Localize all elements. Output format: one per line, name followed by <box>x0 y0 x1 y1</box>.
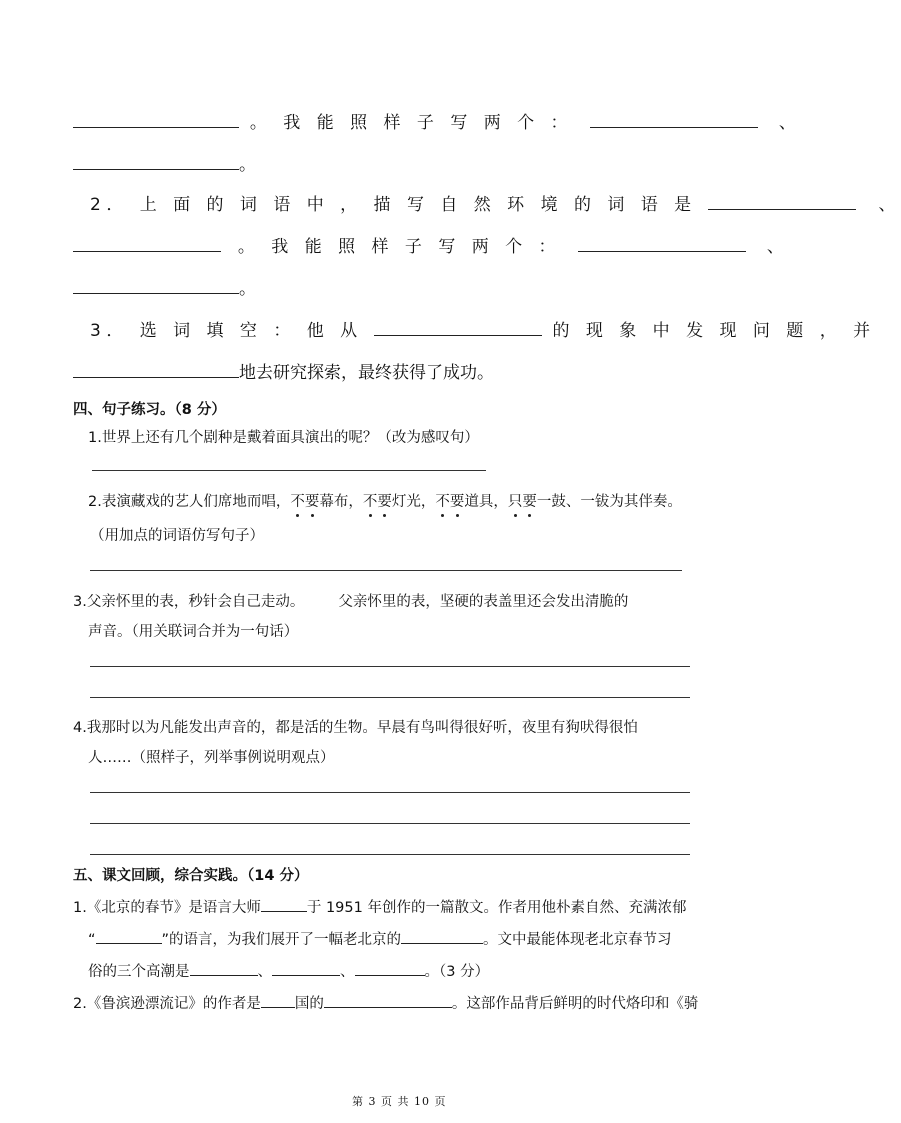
s5-q1-text: 于 1951 年创作的一篇散文。作者用他朴素自然、充满浓郁 <box>306 900 687 916</box>
s4-q4: 4.我那时以为凡能发出声音的，都是活的生物。早晨有鸟叫得很好听，夜里有狗吠得很怕 <box>73 720 638 736</box>
s4-q3-text: 3.父亲怀里的表，秒针会自己走动。 <box>73 594 305 610</box>
s4-q2-text: 2.表演藏戏的艺人们席地而唱， <box>88 494 291 510</box>
separator: 、 <box>257 964 272 980</box>
s5-q1-text: 。文中最能体现老北京春节习 <box>483 932 672 948</box>
answer-line[interactable] <box>90 792 690 793</box>
q3-text-end: 地去研究探索，最终获得了成功。 <box>239 363 494 383</box>
s5-q1-text: 俗的三个高潮是 <box>88 964 190 980</box>
s4-q3-text: 父亲怀里的表，坚硬的表盖里还会发出清脆的 <box>338 594 629 610</box>
period: 。 <box>239 279 262 299</box>
answer-blank[interactable] <box>73 363 239 378</box>
s5-q2 <box>73 992 698 1013</box>
q1-line <box>73 108 801 133</box>
dotted-word: 不要 <box>435 494 464 510</box>
answer-line[interactable] <box>90 697 690 698</box>
answer-blank[interactable] <box>374 321 542 336</box>
s4-q4-line2: 人……（照样子，列举事例说明观点） <box>88 750 335 766</box>
s4-q1: 1.世界上还有几个剧种是戴着面具演出的呢？（改为感叹句） <box>88 430 479 446</box>
s5-q1-line2 <box>88 928 672 949</box>
q2-line-2 <box>73 232 789 257</box>
q3-text: 3． 选 词 填 空 ： 他 从 <box>90 321 363 341</box>
quote-mark: “ <box>88 932 96 948</box>
s5-q1-text: 1.《北京的春节》是语言大师 <box>73 900 261 916</box>
separator: 、 <box>766 237 790 257</box>
answer-blank[interactable] <box>272 961 340 976</box>
answer-line[interactable] <box>90 854 690 855</box>
period: 。 <box>239 155 262 175</box>
section-5-heading: 五、课文回顾，综合实践。（14 分） <box>73 868 309 884</box>
s5-q1 <box>73 896 686 917</box>
s5-q1-text: ”的语言，为我们展开了一幅老北京的 <box>161 932 402 948</box>
s4-q2-text: 道具， <box>464 494 508 510</box>
s5-q1-line3 <box>88 960 489 981</box>
answer-blank[interactable] <box>96 929 162 944</box>
answer-blank[interactable] <box>261 897 307 912</box>
s4-q2-text: 幕布， <box>319 494 363 510</box>
answer-line[interactable] <box>92 470 486 471</box>
s5-q2-text: 。这部作品背后鲜明的时代烙印和《骑 <box>451 996 699 1012</box>
s4-q2-text: 一鼓、一钹为其伴奏。 <box>536 494 682 510</box>
q3-line <box>90 316 876 341</box>
q2-text-2: 。 我 能 照 样 子 写 两 个 ： <box>237 237 562 257</box>
q1-line-2 <box>73 150 262 175</box>
answer-line[interactable] <box>90 570 682 571</box>
s4-q2 <box>88 490 682 511</box>
s4-q3-line2: 声音。（用关联词合并为一句话） <box>88 624 299 640</box>
answer-blank[interactable] <box>73 237 221 252</box>
s5-q1-text: 。（3 分） <box>424 964 490 980</box>
q2-line <box>90 190 901 215</box>
s4-q2-text: 灯光， <box>391 494 436 510</box>
q2-text: 2． 上 面 的 词 语 中 ， 描 写 自 然 环 境 的 词 语 是 <box>90 195 697 215</box>
separator: 、 <box>878 195 901 215</box>
q3-text-mid: 的 现 象 中 发 现 问 题 ， 并 <box>552 321 876 341</box>
section-4-heading: 四、句子练习。（8 分） <box>73 402 226 418</box>
dotted-word: 不要 <box>290 494 319 510</box>
s4-q3 <box>73 590 628 611</box>
s5-q2-text: 2.《鲁滨逊漂流记》的作者是 <box>73 996 261 1012</box>
answer-blank[interactable] <box>355 961 425 976</box>
answer-blank[interactable] <box>324 993 452 1008</box>
q2-line-3 <box>73 274 262 299</box>
s5-q2-text: 国的 <box>294 996 324 1012</box>
q1-text: 。 我 能 照 样 子 写 两 个 ： <box>249 113 574 133</box>
separator: 、 <box>340 964 355 980</box>
answer-line[interactable] <box>90 666 690 667</box>
answer-blank[interactable] <box>401 929 483 944</box>
answer-blank[interactable] <box>578 237 746 252</box>
answer-blank[interactable] <box>73 113 239 128</box>
answer-blank[interactable] <box>190 961 258 976</box>
q3-line-2 <box>73 358 494 383</box>
answer-blank[interactable] <box>590 113 758 128</box>
answer-blank[interactable] <box>73 279 239 294</box>
answer-blank[interactable] <box>261 993 295 1008</box>
answer-blank[interactable] <box>73 155 239 170</box>
dotted-word: 不要 <box>363 494 392 510</box>
separator: 、 <box>778 113 802 133</box>
answer-blank[interactable] <box>708 195 856 210</box>
page-number: 第 3 页 共 10 页 <box>352 1095 447 1108</box>
answer-line[interactable] <box>90 823 690 824</box>
s4-q2-note: （用加点的词语仿写句子） <box>90 528 264 544</box>
dotted-word: 只要 <box>508 494 537 510</box>
